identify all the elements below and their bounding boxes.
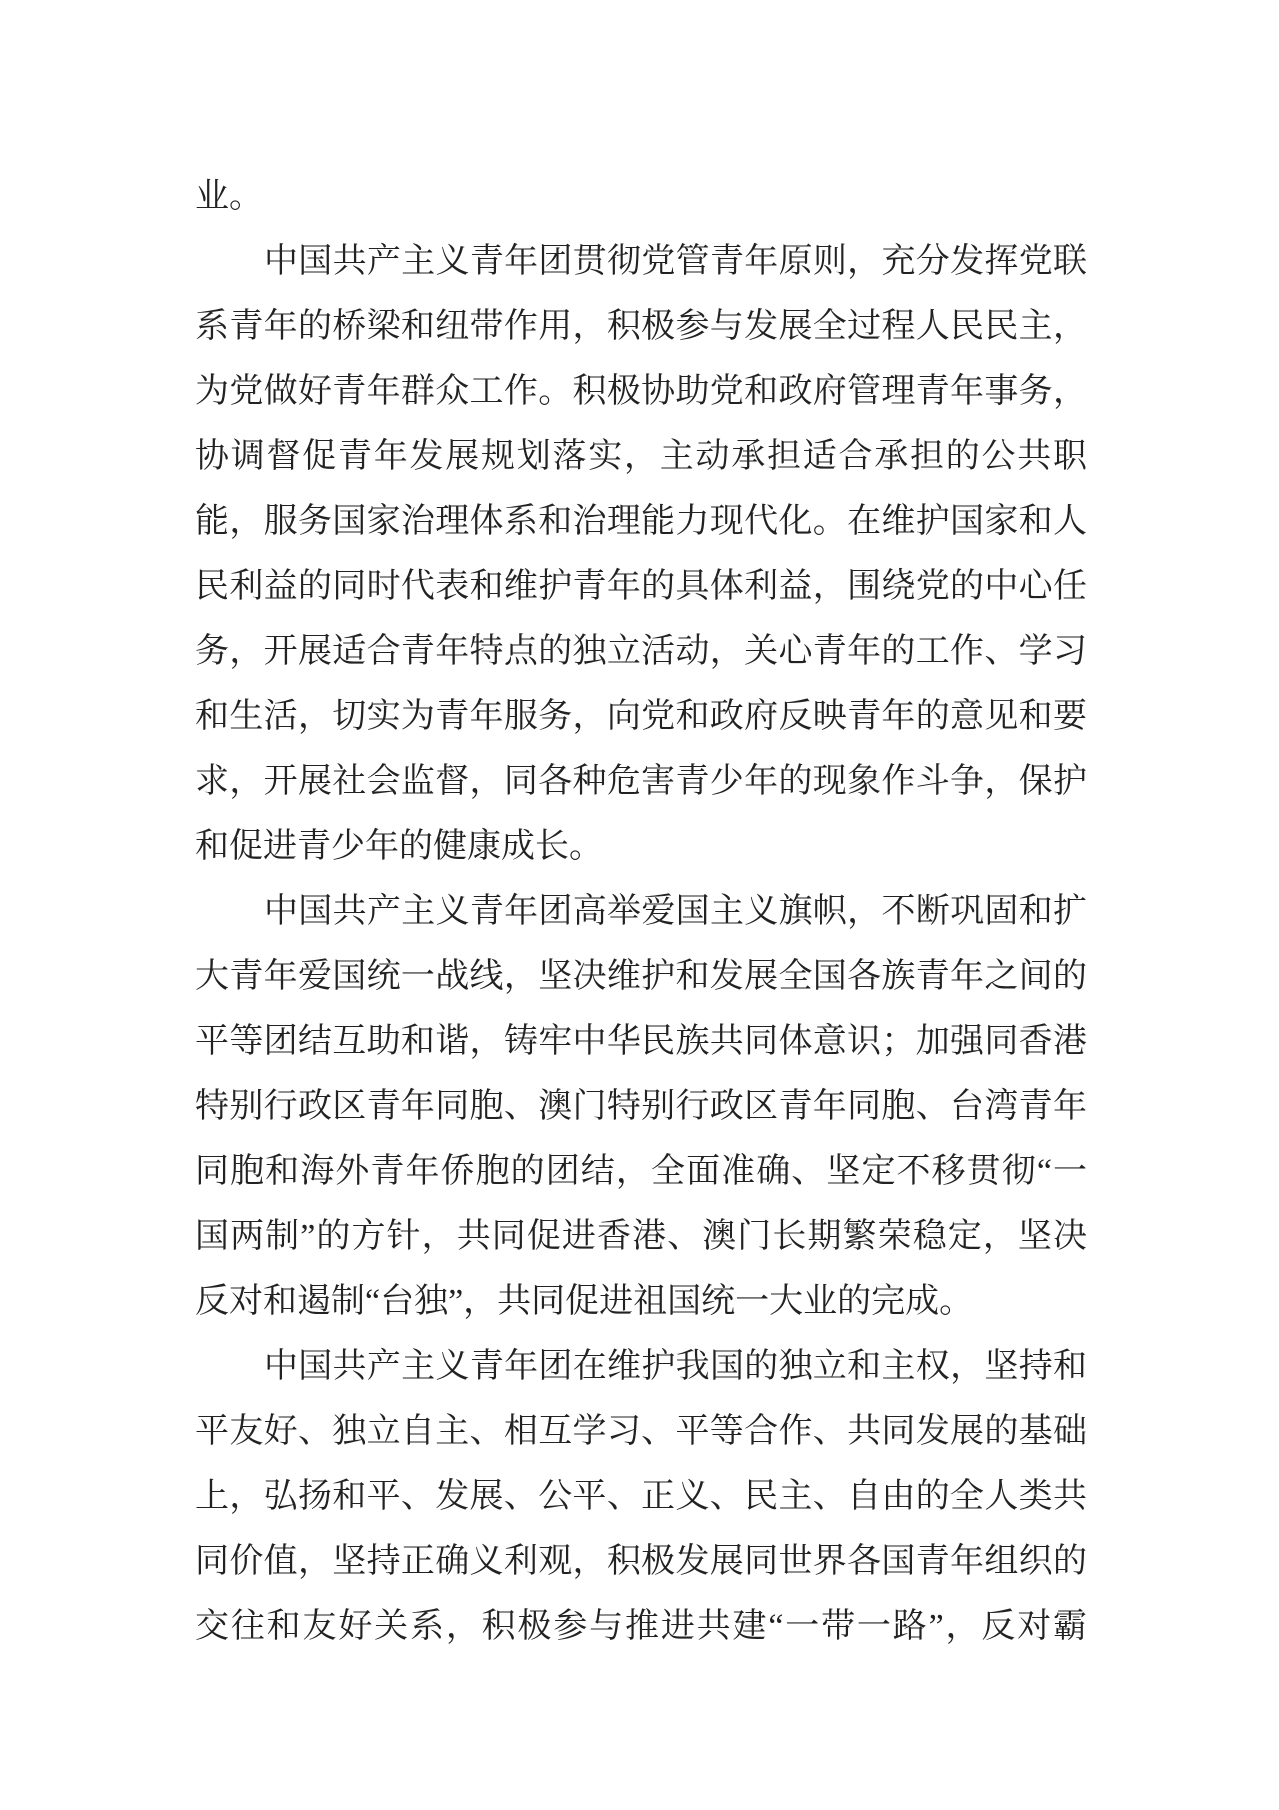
text-line: 求，开展社会监督，同各种危害青少年的现象作斗争，保护 xyxy=(195,763,1087,800)
text-line: 反对和遏制“台独”，共同促进祖国统一大业的完成。 xyxy=(195,1283,974,1320)
text-line: 和促进青少年的健康成长。 xyxy=(195,828,603,865)
text-line: 务，开展适合青年特点的独立活动，关心青年的工作、学习 xyxy=(195,633,1087,670)
text-line: 和生活，切实为青年服务，向党和政府反映青年的意见和要 xyxy=(195,698,1087,735)
text-line: 能，服务国家治理体系和治理能力现代化。在维护国家和人 xyxy=(195,503,1087,540)
text-line: 上，弘扬和平、发展、公平、正义、民主、自由的全人类共 xyxy=(195,1478,1087,1515)
text-line: 为党做好青年群众工作。积极协助党和政府管理青年事务， xyxy=(195,373,1087,410)
text-line: 国两制”的方针，共同促进香港、澳门长期繁荣稳定，坚决 xyxy=(195,1218,1087,1255)
document-text-block xyxy=(195,164,1087,1659)
text-line: 交往和友好关系，积极参与推进共建“一带一路”，反对霸 xyxy=(195,1608,1087,1645)
text-line: 中国共产主义青年团贯彻党管青年原则，充分发挥党联 xyxy=(264,243,1087,280)
text-line: 中国共产主义青年团高举爱国主义旗帜，不断巩固和扩 xyxy=(264,893,1087,930)
text-line: 民利益的同时代表和维护青年的具体利益，围绕党的中心任 xyxy=(195,568,1087,605)
text-line: 同胞和海外青年侨胞的团结，全面准确、坚定不移贯彻“一 xyxy=(195,1153,1087,1190)
text-line: 平友好、独立自主、相互学习、平等合作、共同发展的基础 xyxy=(195,1413,1087,1450)
text-line: 系青年的桥梁和纽带作用，积极参与发展全过程人民民主， xyxy=(195,308,1087,345)
text-line: 中国共产主义青年团在维护我国的独立和主权，坚持和 xyxy=(264,1348,1087,1385)
text-line: 平等团结互助和谐，铸牢中华民族共同体意识；加强同香港 xyxy=(195,1023,1087,1060)
text-line: 业。 xyxy=(195,178,263,215)
text-line: 大青年爱国统一战线，坚决维护和发展全国各族青年之间的 xyxy=(195,958,1087,995)
text-line: 特别行政区青年同胞、澳门特别行政区青年同胞、台湾青年 xyxy=(195,1088,1087,1125)
text-line: 同价值，坚持正确义利观，积极发展同世界各国青年组织的 xyxy=(195,1543,1087,1580)
text-line: 协调督促青年发展规划落实，主动承担适合承担的公共职 xyxy=(195,438,1087,475)
